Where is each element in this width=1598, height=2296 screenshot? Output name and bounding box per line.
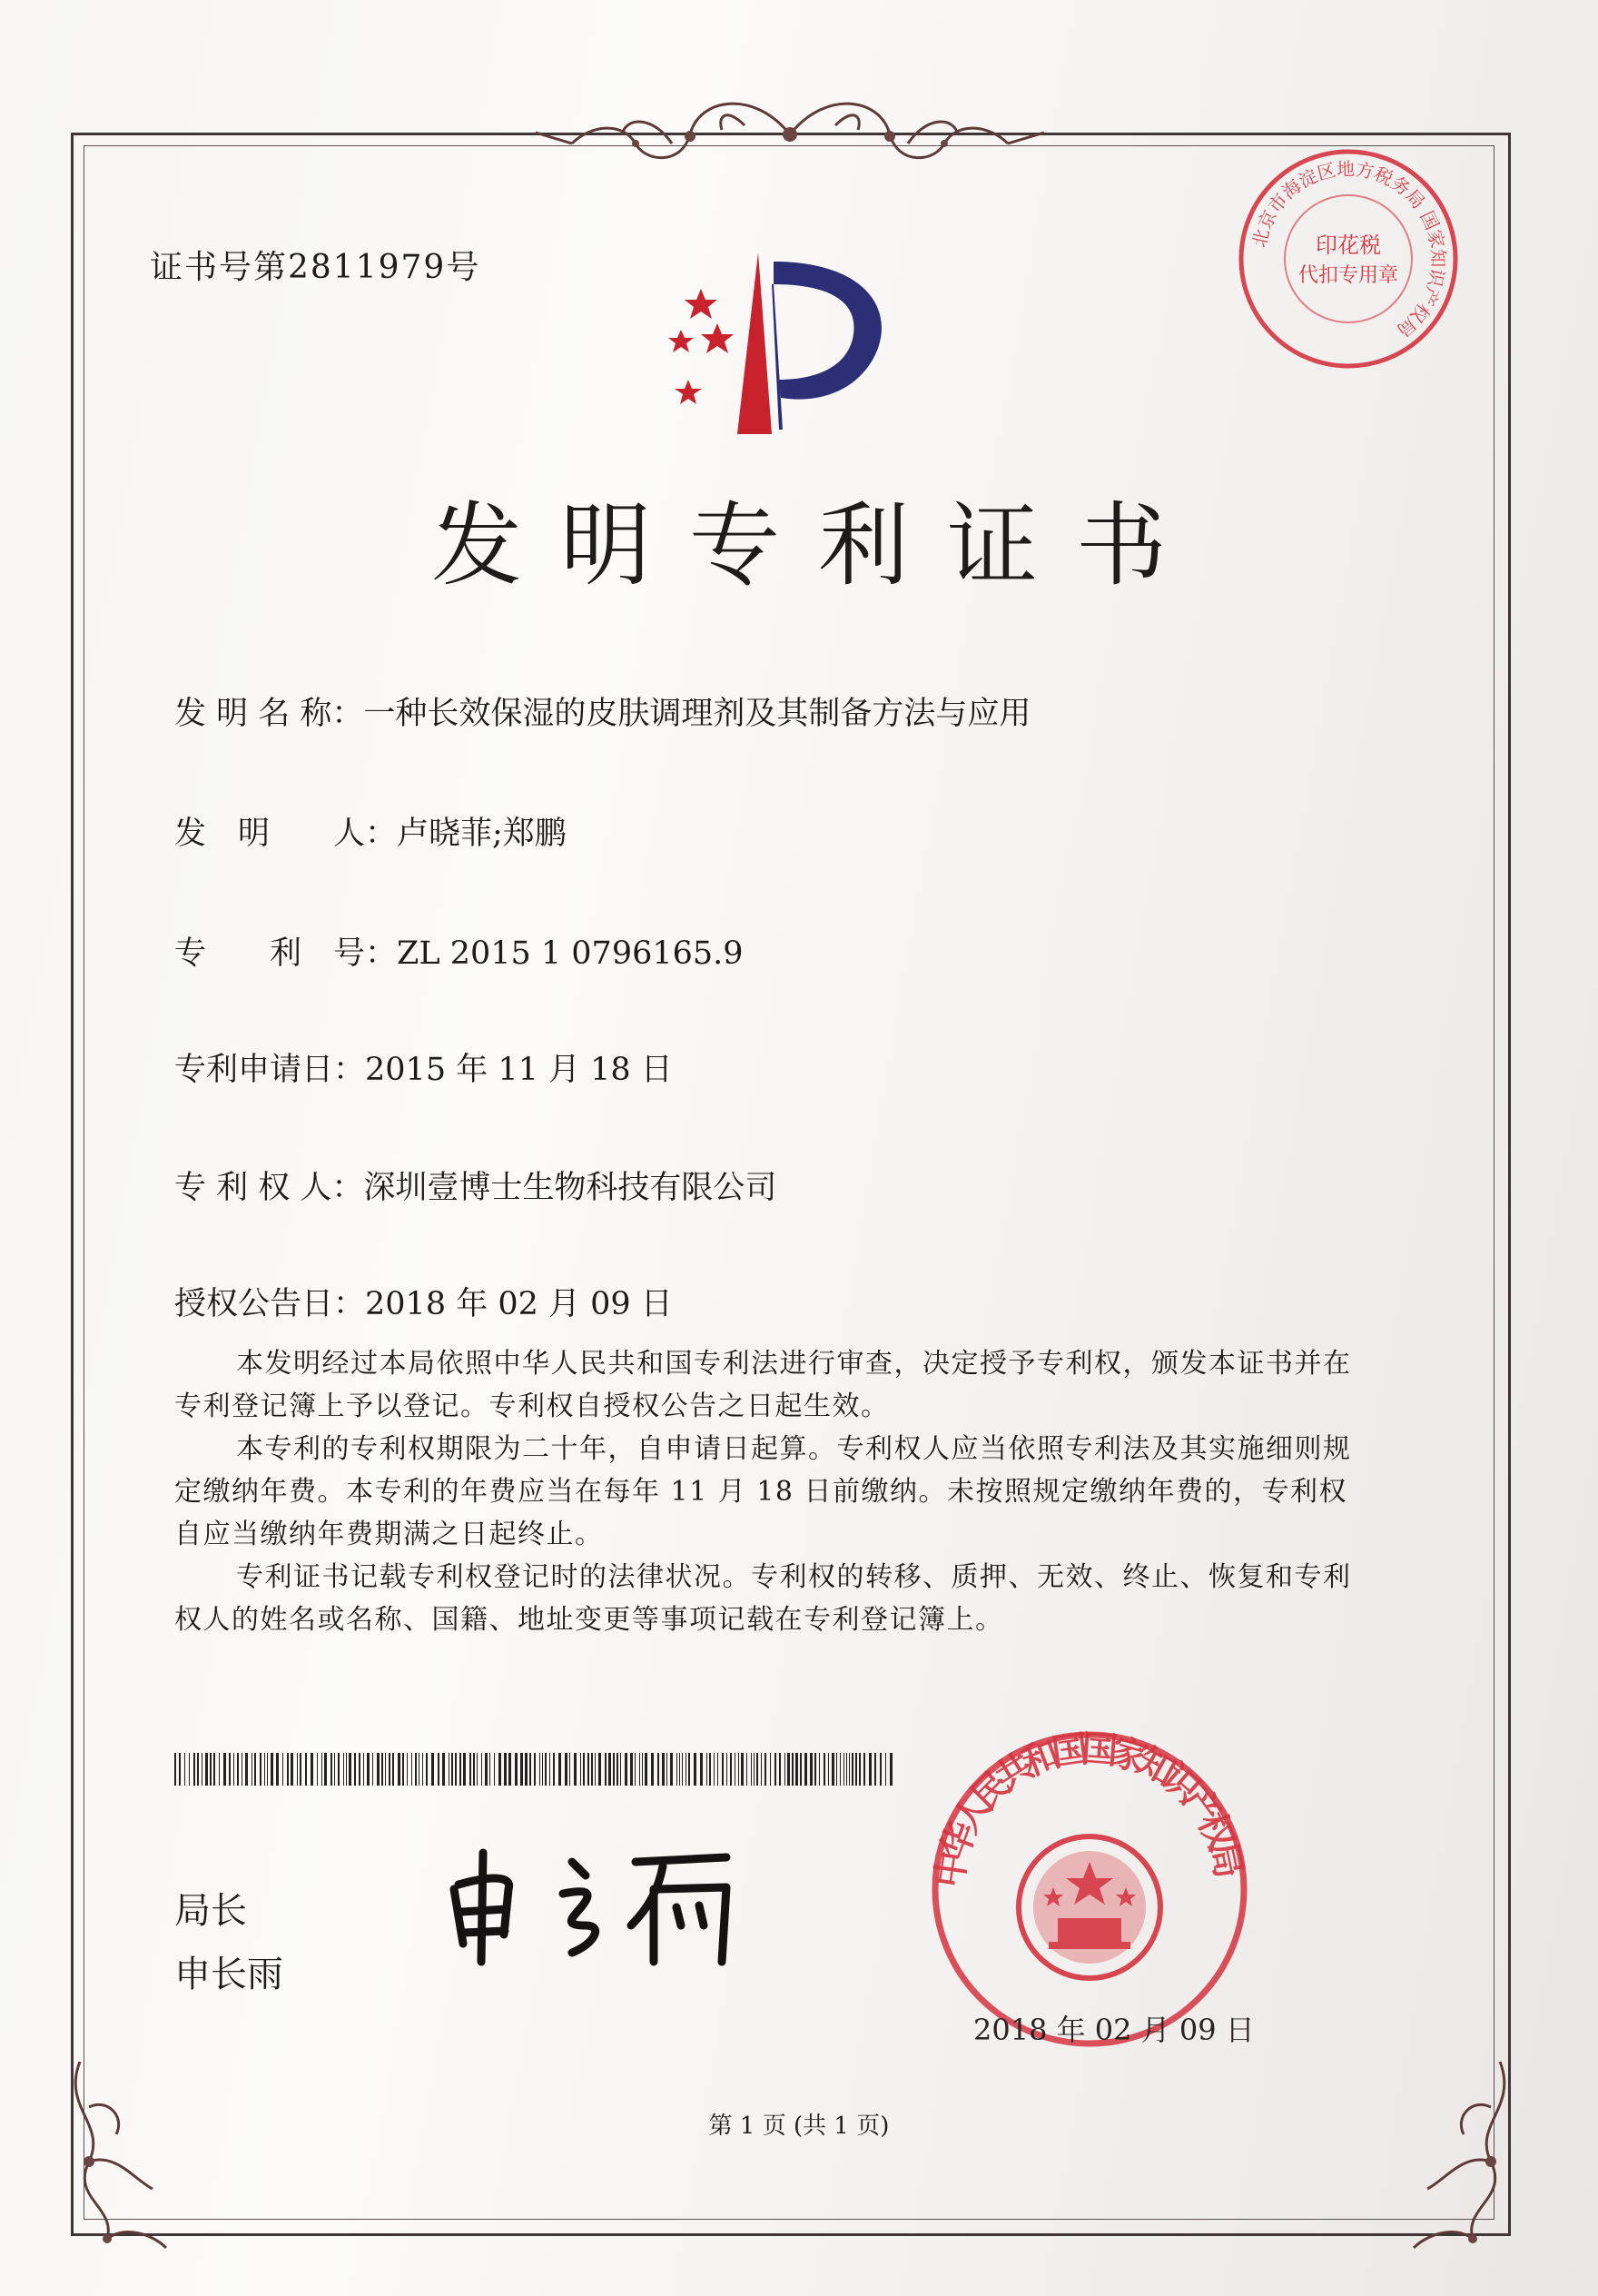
barcode-bar [291,1753,293,1786]
barcode-bar [836,1753,837,1786]
barcode-bar [828,1753,829,1786]
grant-date-value: 2018 年 02 月 09 日 [365,1286,673,1322]
barcode-bar [377,1753,380,1786]
barcode-bar [300,1753,301,1786]
top-ornament [536,80,1044,180]
barcode-bar [657,1753,659,1786]
grant-date-row [174,1279,673,1324]
barcode-bar [193,1753,195,1786]
barcode-bar [276,1753,279,1786]
barcode-bar [565,1753,567,1786]
barcode-bar [869,1753,872,1786]
barcode-bar [372,1753,373,1786]
barcode-bar [223,1753,226,1786]
patent-number-value: ZL 2015 1 0796165.9 [397,935,744,972]
barcode-bar [305,1753,307,1786]
barcode-bar [746,1753,747,1786]
barcode-bar [330,1753,332,1786]
barcode-bar [489,1753,490,1786]
barcode-bar [832,1753,834,1786]
barcode-bar [515,1753,518,1786]
barcode-bar [784,1753,785,1786]
barcode-bar [751,1753,752,1786]
barcode-bar [498,1753,501,1786]
barcode-bar [855,1753,857,1786]
issue-date: 2018 年 02 月 09 日 [973,2013,1255,2047]
barcode-bar [287,1753,289,1786]
barcode-bar [756,1753,758,1786]
inventors-value: 卢晓菲;郑鹏 [397,816,567,852]
body-paragraph-1: 本发明经过本局依照中华人民共和国专利法进行审查，决定授予专利权，颁发本证书并在专利登记簿上予以登记。专利权自授权公告之日起生效。 [174,1348,1352,1422]
national-emblem-icon [1019,1836,1160,1978]
handwritten-signature [427,1835,790,1971]
barcode-bar [485,1753,488,1786]
barcode-bar [229,1753,231,1786]
barcode-bar [682,1753,683,1786]
barcode-bar [620,1753,621,1786]
barcode-bar [595,1753,596,1786]
barcode-bar [481,1753,482,1786]
barcode-bar [722,1753,724,1786]
barcode-bar [662,1753,665,1786]
barcode-bar [730,1753,732,1786]
barcode-bar [635,1753,636,1786]
barcode-bar [598,1753,601,1786]
barcode-bar [402,1753,404,1786]
barcode-bar [800,1753,802,1786]
barcode-bar [349,1753,351,1786]
application-date-label: 专利申请日： [174,1052,366,1088]
barcode-bar [539,1753,540,1786]
barcode-bar [254,1753,256,1786]
barcode-bar [264,1753,265,1786]
barcode-bar [754,1753,755,1786]
barcode-bar [738,1753,739,1786]
barcode-bar [651,1753,654,1786]
barcode-bar [205,1753,208,1786]
invention-name-label: 发 明 名 称： [174,696,364,732]
barcode-bar [189,1753,190,1786]
barcode-bar [580,1753,581,1786]
barcode-bar [504,1753,507,1786]
barcode-bar [363,1753,364,1786]
barcode-bar [694,1753,696,1786]
barcode-bar [545,1753,547,1786]
barcode-bar [639,1753,640,1786]
barcode-bar [426,1753,428,1786]
barcode-bar [271,1753,273,1786]
barcode-bar [260,1753,261,1786]
patent-office-logo [663,243,908,443]
barcode-bar [411,1753,412,1786]
barcode-bar [455,1753,457,1786]
patent-number-label: 专 利 号： [174,935,398,972]
patentee-value: 深圳壹博士生物科技有限公司 [363,1170,777,1206]
barcode-bar [583,1753,585,1786]
barcode-bar [819,1753,820,1786]
barcode-bar [392,1753,394,1786]
barcode-bar [463,1753,466,1786]
ip-office-seal-text: 中华人民共和国国家知识产权局 [928,1727,1250,1891]
body-paragraph-2: 本专利的专利权期限为二十年，自申请日起算。专利权人应当依照专利法及其实施细则规定缴纳年费。本专利的年费应当在每年 11 月 18 日前缴纳。未按照规定缴纳年费的，专利权自应当缴纳年费期满之日起终止。 [174,1433,1352,1550]
barcode-bar [297,1753,298,1786]
certificate-body [174,1342,1373,1641]
barcode-bar [569,1753,570,1786]
barcode-bar [714,1753,715,1786]
barcode-bar [237,1753,239,1786]
barcode-bar [774,1753,776,1786]
page-number: 第 1 页 (共 1 页) [708,2113,890,2140]
barcode-bar [542,1753,543,1786]
barcode-bar [385,1753,386,1786]
barcode-bar [473,1753,475,1786]
barcode-bar [407,1753,408,1786]
barcode-bar [431,1753,434,1786]
barcode-bar [726,1753,727,1786]
application-date-row [174,1044,673,1090]
barcode-bar [846,1753,847,1786]
tax-seal-ring-text: 北京市海淀区地方税务局 国家知识产权局 [1248,157,1450,341]
barcode-bar [605,1753,607,1786]
barcode-bar [787,1753,790,1786]
barcode-bar [709,1753,711,1786]
barcode-bar [792,1753,794,1786]
barcode-bar [442,1753,445,1786]
barcode-bar [343,1753,344,1786]
barcode-bar [213,1753,215,1786]
barcode-bar [843,1753,844,1786]
barcode-bar [625,1753,627,1786]
barcode-bar [779,1753,781,1786]
patent-number-row [174,928,744,974]
barcode-bar [741,1753,744,1786]
barcode-bar [880,1753,882,1786]
certificate-title: 发明专利证书 [431,492,1205,599]
barcode-bar [587,1753,589,1786]
barcode-bar [354,1753,356,1786]
inventors-label: 发 明 人： [174,816,398,852]
barcode-bar [679,1753,680,1786]
invention-name-row [174,688,1031,734]
barcode-bar [676,1753,677,1786]
barcode-bar [645,1753,647,1786]
barcode-bar [804,1753,807,1786]
barcode-bar [477,1753,478,1786]
barcode-bar [174,1753,176,1786]
bottom-left-ornament [53,2053,171,2252]
barcode-bar [494,1753,495,1786]
bottom-right-ornament [1409,2053,1527,2252]
barcode-bar [764,1753,766,1786]
ip-office-seal [926,1726,1253,2053]
barcode-bar [688,1753,690,1786]
barcode-bar [346,1753,347,1786]
invention-name-value: 一种长效保湿的皮肤调理剂及其制备方法与应用 [363,696,1031,732]
barcode-bar [389,1753,390,1786]
inventors-row [174,808,567,854]
barcode-bar [451,1753,453,1786]
barcode-bar [642,1753,643,1786]
barcode-bar [840,1753,841,1786]
barcode-bar [459,1753,461,1786]
barcode-bar [824,1753,825,1786]
barcode-bar [534,1753,536,1786]
barcode-bar [885,1753,886,1786]
barcode-bar [810,1753,813,1786]
tax-seal-center-line-1: 印花税 [1316,233,1381,258]
patentee-row [174,1163,776,1208]
barcode-bar [210,1753,212,1786]
barcode-bar [520,1753,523,1786]
barcode-bar [245,1753,248,1786]
barcode-bar [282,1753,283,1786]
director-name: 申长雨 [174,1954,283,1995]
certificate-number: 证书号第2811979号 [150,249,481,286]
barcode-bar [849,1753,850,1786]
application-date-value: 2015 年 11 月 18 日 [365,1052,673,1088]
barcode-bar [233,1753,234,1786]
barcode-bar [700,1753,703,1786]
barcode-bar [469,1753,471,1786]
barcode-bar [630,1753,633,1786]
patentee-label: 专 利 权 人： [174,1170,364,1206]
barcode [174,1753,901,1786]
body-paragraph-3: 专利证书记载专利权登记时的法律状况。专利权的转移、质押、无效、终止、恢复和专利权人的姓名或名称、国籍、地址变更等事项记载在专利登记簿上。 [174,1561,1352,1636]
barcode-bar [814,1753,816,1786]
director-title: 局长 [174,1890,247,1932]
barcode-bar [859,1753,861,1786]
barcode-bar [321,1753,322,1786]
barcode-bar [508,1753,511,1786]
barcode-bar [666,1753,667,1786]
barcode-bar [591,1753,593,1786]
barcode-bar [415,1753,417,1786]
barcode-bar [874,1753,876,1786]
barcode-bar [574,1753,577,1786]
barcode-bar [529,1753,531,1786]
tax-seal [1235,145,1462,372]
barcode-bar [334,1753,335,1786]
barcode-bar [219,1753,220,1786]
barcode-bar [311,1753,313,1786]
barcode-bar [863,1753,865,1786]
barcode-bar [890,1753,893,1786]
barcode-bar [608,1753,611,1786]
barcode-bar [706,1753,707,1786]
barcode-bar [553,1753,555,1786]
barcode-bar [359,1753,360,1786]
barcode-bar [398,1753,400,1786]
barcode-bar [438,1753,439,1786]
barcode-bar [613,1753,615,1786]
barcode-bar [197,1753,199,1786]
barcode-bar [549,1753,550,1786]
barcode-bar [267,1753,268,1786]
barcode-bar [852,1753,853,1786]
barcode-bar [525,1753,528,1786]
barcode-bar [617,1753,618,1786]
barcode-bar [324,1753,327,1786]
barcode-bar [338,1753,340,1786]
barcode-bar [717,1753,718,1786]
barcode-bar [179,1753,181,1786]
tax-seal-center-line-2: 代扣专用章 [1297,264,1399,287]
barcode-bar [795,1753,798,1786]
barcode-bar [381,1753,383,1786]
barcode-bar [770,1753,771,1786]
barcode-bar [422,1753,423,1786]
barcode-bar [761,1753,762,1786]
barcode-bar [670,1753,673,1786]
barcode-bar [317,1753,318,1786]
barcode-bar [184,1753,185,1786]
grant-date-label: 授权公告日： [174,1286,366,1322]
barcode-bar [558,1753,561,1786]
barcode-bar [367,1753,370,1786]
